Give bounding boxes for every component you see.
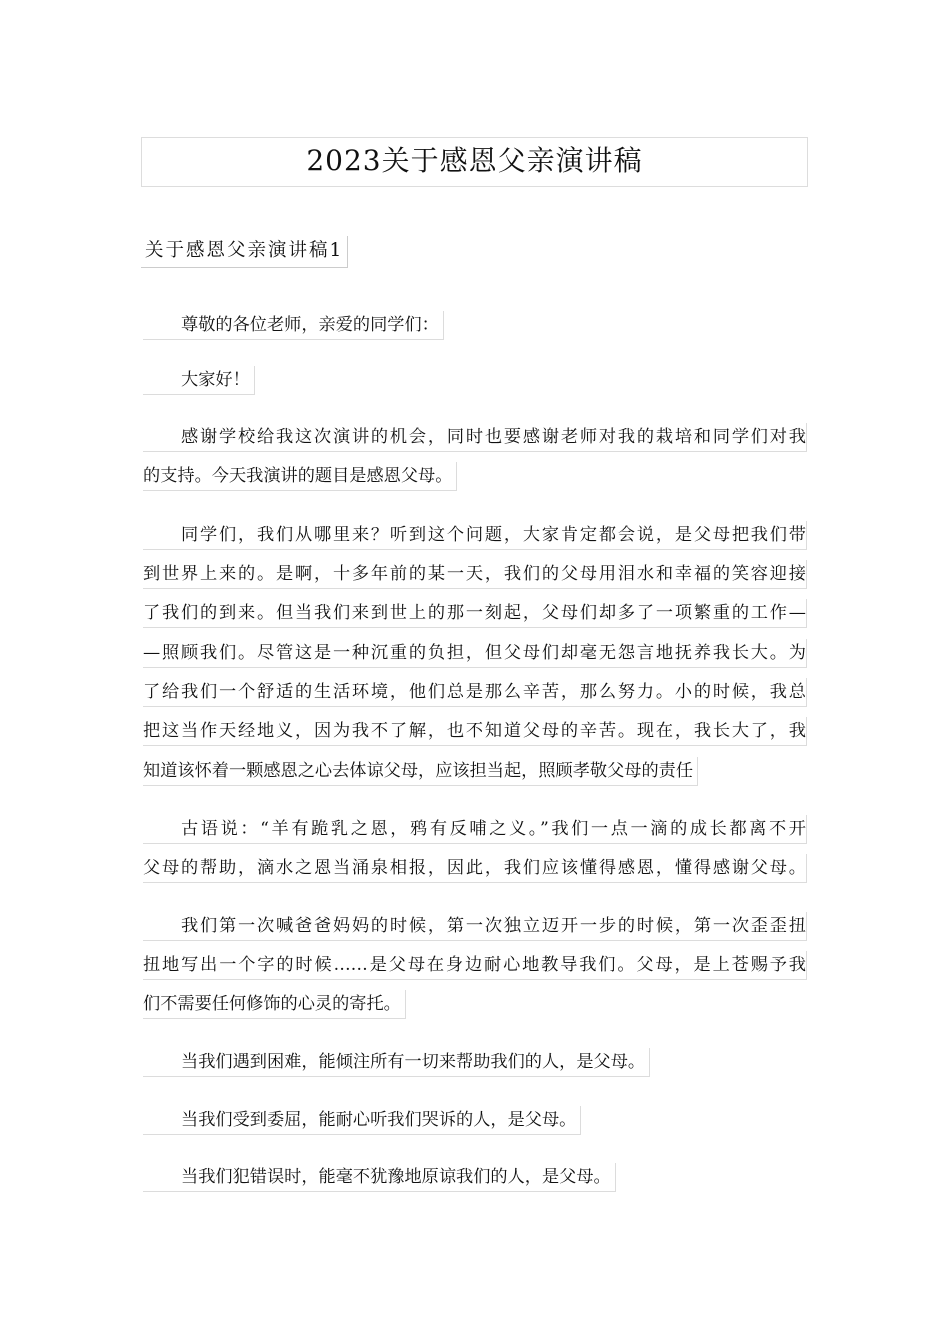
text-line: 到世界上来的。是啊，十多年前的某一天，我们的父母用泪水和幸福的笑容迎接 (143, 560, 807, 589)
text-line: 知道该怀着一颗感恩之心去体谅父母，应该担当起，照顾孝敬父母的责任 (143, 757, 698, 786)
text-line: 了给我们一个舒适的生活环境，他们总是那么辛苦，那么努力。小的时候，我总 (143, 678, 807, 707)
text-line: 大家好！ (143, 366, 255, 395)
section-heading: 关于感恩父亲演讲稿1 (141, 236, 348, 268)
text-line: 把这当作天经地义，因为我不了解，也不知道父母的辛苦。现在，我长大了，我 (143, 717, 807, 746)
text-line: 们不需要任何修饰的心灵的寄托。 (143, 990, 406, 1019)
text-line: 父母的帮助，滴水之恩当涌泉相报，因此，我们应该懂得感恩，懂得感谢父母。 (143, 854, 807, 883)
text-line: —照顾我们。尽管这是一种沉重的负担，但父母们却毫无怨言地抚养我长大。为 (143, 639, 807, 668)
text-line: 感谢学校给我这次演讲的机会，同时也要感谢老师对我的栽培和同学们对我 (143, 423, 807, 452)
text-line: 当我们犯错误时，能毫不犹豫地原谅我们的人，是父母。 (143, 1163, 616, 1192)
text-line: 同学们，我们从哪里来？听到这个问题，大家肯定都会说，是父母把我们带 (143, 521, 807, 550)
text-line: 扭地写出一个字的时候……是父母在身边耐心地教导我们。父母，是上苍赐予我 (143, 951, 807, 980)
text-line: 我们第一次喊爸爸妈妈的时候，第一次独立迈开一步的时候，第一次歪歪扭 (143, 912, 807, 941)
text-line: 当我们遇到困难，能倾注所有一切来帮助我们的人，是父母。 (143, 1048, 650, 1077)
text-line: 当我们受到委屈，能耐心听我们哭诉的人，是父母。 (143, 1106, 581, 1135)
text-line: 古语说：“羊有跪乳之恩，鸦有反哺之义。”我们一点一滴的成长都离不开 (143, 815, 807, 844)
text-line: 了我们的到来。但当我们来到世上的那一刻起，父母们却多了一项繁重的工作— (143, 599, 807, 628)
text-line: 尊敬的各位老师，亲爱的同学们： (143, 311, 444, 340)
document-title: 2023关于感恩父亲演讲稿 (141, 137, 808, 187)
text-line: 的支持。今天我演讲的题目是感恩父母。 (143, 462, 457, 491)
